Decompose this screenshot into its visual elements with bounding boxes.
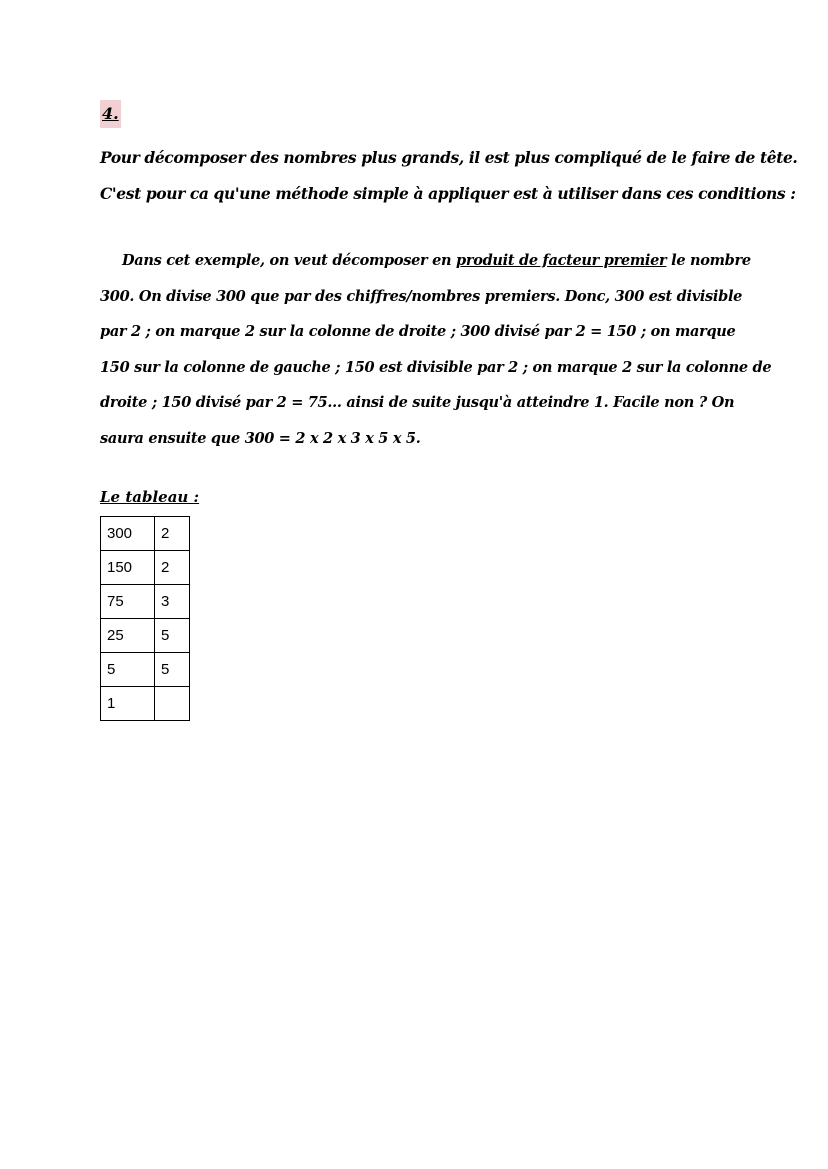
table-cell-left: 75 bbox=[101, 585, 155, 619]
table-cell-left: 300 bbox=[101, 517, 155, 551]
table-cell-right: 3 bbox=[155, 585, 190, 619]
table-row bbox=[101, 687, 190, 721]
table-title: Le tableau : bbox=[100, 488, 200, 506]
underlined-term: produit de facteur premier bbox=[456, 252, 667, 269]
table-row bbox=[101, 585, 190, 619]
table-row bbox=[101, 517, 190, 551]
explanation-line-1 bbox=[100, 243, 751, 279]
intro-line-1: Pour décomposer des nombres plus grands, il est plus compliqué de le faire de tête. bbox=[100, 148, 798, 167]
section-number: 4. bbox=[100, 100, 121, 128]
table-cell-left: 25 bbox=[101, 619, 155, 653]
factorization-table bbox=[100, 516, 190, 721]
table-row bbox=[101, 551, 190, 585]
explanation-paragraph bbox=[100, 243, 772, 456]
table-cell-right: 5 bbox=[155, 619, 190, 653]
explanation-line-4: 150 sur la colonne de gauche ; 150 est divisible par 2 ; on marque 2 sur la colonne de bbox=[100, 358, 772, 376]
table-cell-left: 1 bbox=[101, 687, 155, 721]
explanation-line-1-start: Dans cet exemple, on veut décomposer en bbox=[122, 252, 457, 269]
explanation-line-2: 300. On divise 300 que par des chiffres/nombres premiers. Donc, 300 est divisible bbox=[100, 287, 743, 305]
explanation-line-3: par 2 ; on marque 2 sur la colonne de droite ; 300 divisé par 2 = 150 ; on marque bbox=[100, 323, 736, 340]
table-cell-right: 2 bbox=[155, 517, 190, 551]
explanation-line-5: droite ; 150 divisé par 2 = 75... ainsi de suite jusqu'à atteindre 1. Facile non ? On bbox=[100, 394, 735, 411]
table-cell-left: 5 bbox=[101, 653, 155, 687]
table-cell-left: 150 bbox=[101, 551, 155, 585]
intro-line-2: C'est pour ca qu'une méthode simple à appliquer est à utiliser dans ces conditions : bbox=[100, 184, 796, 203]
table-cell-right: 5 bbox=[155, 653, 190, 687]
table-row bbox=[101, 619, 190, 653]
explanation-line-1-end: le nombre bbox=[666, 252, 751, 269]
table-cell-right bbox=[155, 687, 190, 721]
explanation-line-6: saura ensuite que 300 = 2 x 2 x 3 x 5 x 5. bbox=[100, 429, 421, 447]
intro-paragraph bbox=[100, 140, 798, 212]
table-row bbox=[101, 653, 190, 687]
table-cell-right: 2 bbox=[155, 551, 190, 585]
